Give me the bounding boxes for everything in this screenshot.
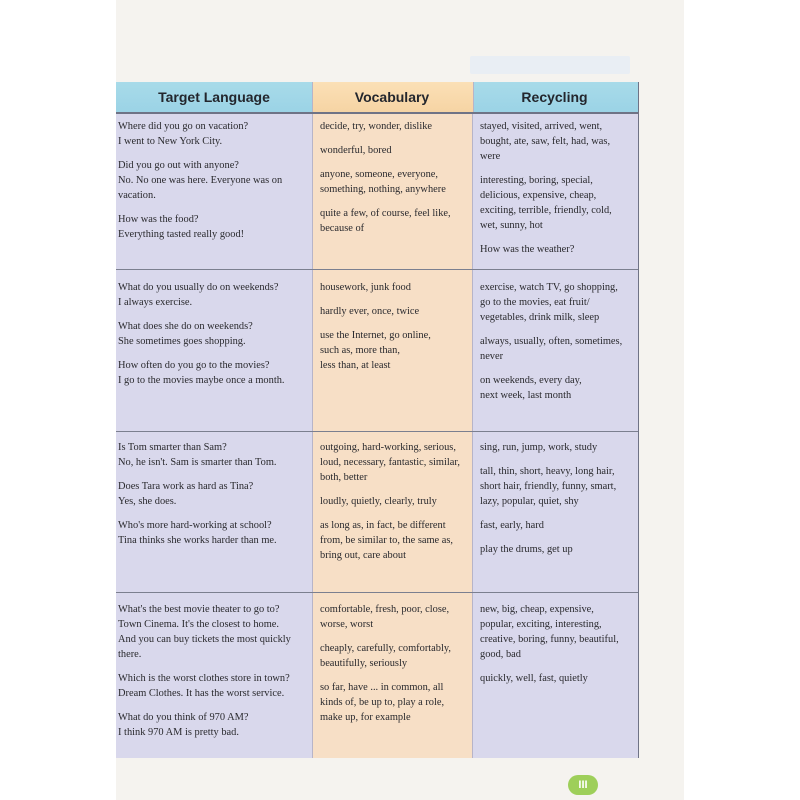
target-line: Which is the worst clothes store in town? <box>118 673 290 684</box>
vocab-line: quite a few, of course, feel like, <box>320 208 451 219</box>
row3-vocab-cell <box>320 440 468 572</box>
vocabulary-header: Vocabulary <box>354 89 430 105</box>
recycling-line: How was the weather? <box>480 244 575 255</box>
vocab-line: decide, try, wonder, dislike <box>320 121 433 132</box>
vocab-line: as long as, in fact, be different <box>320 520 446 531</box>
row4-vocab-cell <box>320 602 468 734</box>
recycling-line: go to the movies, eat fruit/ <box>480 297 590 308</box>
row-divider <box>116 592 638 593</box>
target-line: I always exercise. <box>118 297 193 308</box>
target-line: How often do you go to the movies? <box>118 360 270 371</box>
target-line: Did you go out with anyone? <box>118 160 239 171</box>
recycling-line: play the drums, get up <box>480 544 573 555</box>
recycling-line: wet, sunny, hot <box>480 220 543 231</box>
row-divider <box>116 269 638 270</box>
vocab-line: loudly, quietly, clearly, truly <box>320 496 437 507</box>
scope-sequence-table <box>116 82 639 758</box>
target-line: I go to the movies maybe once a month. <box>118 375 285 386</box>
target-line: Yes, she does. <box>118 496 177 507</box>
row4-recycling-cell <box>480 602 634 695</box>
target-line: She sometimes goes shopping. <box>118 336 246 347</box>
vocab-line: housework, junk food <box>320 282 411 293</box>
vocab-line: kinds of, be up to, play a role, <box>320 697 445 708</box>
recycling-line: stayed, visited, arrived, went, <box>480 121 603 132</box>
recycling-line: exercise, watch TV, go shopping, <box>480 282 618 293</box>
target-line: What does she do on weekends? <box>118 321 253 332</box>
vocab-line: hardly ever, once, twice <box>320 306 420 317</box>
row1-target-cell <box>118 119 310 251</box>
recycling-line: exciting, terrible, friendly, cold, <box>480 205 612 216</box>
target-line: Who's more hard-working at school? <box>118 520 272 531</box>
vocab-line: bring out, care about <box>320 550 406 561</box>
vocab-line: wonderful, bored <box>320 145 392 156</box>
target-line: Dream Clothes. It has the worst service. <box>118 688 285 699</box>
row3-target-cell <box>118 440 310 557</box>
target-line: I think 970 AM is pretty bad. <box>118 727 239 738</box>
vocab-line: cheaply, carefully, comfortably, <box>320 643 451 654</box>
recycling-line: always, usually, often, sometimes, <box>480 336 623 347</box>
target-line: What's the best movie theater to go to? <box>118 604 280 615</box>
target-line: Where did you go on vacation? <box>118 121 249 132</box>
target-line: Everything tasted really good! <box>118 229 245 240</box>
target-line: there. <box>118 649 142 660</box>
recycling-line: delicious, expensive, cheap, <box>480 190 597 201</box>
recycling-line: bought, ate, saw, felt, had, was, <box>480 136 611 147</box>
target-line: What do you usually do on weekends? <box>118 282 279 293</box>
target-line: Does Tara work as hard as Tina? <box>118 481 254 492</box>
target-line: How was the food? <box>118 214 199 225</box>
table-header <box>116 82 638 114</box>
target-line: Tina thinks she works harder than me. <box>118 535 277 546</box>
recycling-header: Recycling <box>521 89 588 105</box>
vocab-line: outgoing, hard-working, serious, <box>320 442 456 453</box>
row-divider <box>116 431 638 432</box>
target-line: vacation. <box>118 190 156 201</box>
vocab-line: anyone, someone, everyone, <box>320 169 439 180</box>
target-line: No. No one was here. Everyone was on <box>118 175 283 186</box>
recycling-line: fast, early, hard <box>480 520 544 531</box>
recycling-line: never <box>480 351 504 362</box>
faded-header-strip <box>470 56 630 74</box>
row2-target-cell <box>118 280 310 397</box>
vocab-line: beautifully, seriously <box>320 658 408 669</box>
vocab-line: such as, more than, <box>320 345 400 356</box>
vocab-line: something, nothing, anywhere <box>320 184 446 195</box>
row3-recycling-cell <box>480 440 634 566</box>
recycling-line: sing, run, jump, work, study <box>480 442 598 453</box>
row2-vocab-cell <box>320 280 468 382</box>
vocab-line: so far, have ... in common, all <box>320 682 444 693</box>
target-line: No, he isn't. Sam is smarter than Tom. <box>118 457 277 468</box>
row1-recycling-cell <box>480 119 634 266</box>
recycling-line: tall, thin, short, heavy, long hair, <box>480 466 615 477</box>
target-line: What do you think of 970 AM? <box>118 712 249 723</box>
row4-target-cell <box>118 602 310 749</box>
recycling-line: vegetables, drink milk, sleep <box>480 312 600 323</box>
recycling-line: creative, boring, funny, beautiful, <box>480 634 619 645</box>
vocab-line: less than, at least <box>320 360 391 371</box>
recycling-line: quickly, well, fast, quietly <box>480 673 588 684</box>
vocab-line: worse, worst <box>320 619 374 630</box>
target-line: Is Tom smarter than Sam? <box>118 442 227 453</box>
row2-recycling-cell <box>480 280 634 412</box>
recycling-line: were <box>480 151 501 162</box>
vocab-line: both, better <box>320 472 368 483</box>
vocab-line: because of <box>320 223 365 234</box>
vocab-line: from, be similar to, the same as, <box>320 535 454 546</box>
row1-vocab-cell <box>320 119 468 245</box>
recycling-line: lazy, popular, quiet, shy <box>480 496 579 507</box>
vocab-line: use the Internet, go online, <box>320 330 431 341</box>
target-line: And you can buy tickets the most quickly <box>118 634 291 645</box>
recycling-line: popular, exciting, interesting, <box>480 619 602 630</box>
target-line: I went to New York City. <box>118 136 223 147</box>
page-number-badge: III <box>568 775 598 795</box>
target-line: Town Cinema. It's the closest to home. <box>118 619 280 630</box>
vocab-line: make up, for example <box>320 712 411 723</box>
recycling-line: new, big, cheap, expensive, <box>480 604 594 615</box>
recycling-line: good, bad <box>480 649 521 660</box>
vocab-line: comfortable, fresh, poor, close, <box>320 604 450 615</box>
recycling-line: on weekends, every day, <box>480 375 582 386</box>
target-language-header: Target Language <box>158 89 270 105</box>
recycling-line: interesting, boring, special, <box>480 175 593 186</box>
recycling-line: short hair, friendly, funny, smart, <box>480 481 617 492</box>
vocab-line: loud, necessary, fantastic, similar, <box>320 457 461 468</box>
recycling-line: next week, last month <box>480 390 572 401</box>
